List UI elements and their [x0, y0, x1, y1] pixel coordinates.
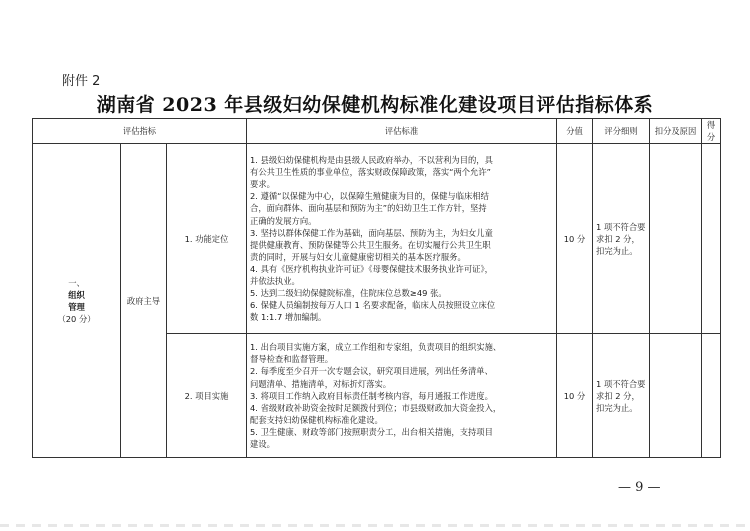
standard-line: 5. 达到二级妇幼保健院标准，住院床位总数≥49 张。: [250, 287, 447, 298]
standard-line: 问题清单、措施清单，对标折灯落实。: [250, 378, 392, 389]
standard-line: 1. 县级妇幼保健机构是由县级人民政府举办，不以营利为目的，具: [250, 155, 493, 166]
table-row: [33, 144, 721, 334]
standard-line: 5. 卫生健康、财政等部门按照职责分工，出台相关措施，支持项目: [250, 426, 493, 437]
scan-edge-artifact: [0, 524, 750, 527]
standard-line: 责的同时，开展与妇女儿童健康密切相关的基本医疗服务。: [250, 251, 466, 262]
standard-line: 建设。: [250, 438, 275, 449]
section-name-2: 管理: [68, 301, 85, 312]
standard-line: 4. 具有《医疗机构执业许可证》《母婴保健技术服务执业许可证》，: [250, 263, 493, 274]
header-deduction: 扣分及原因: [650, 119, 702, 144]
section-total: （20 分）: [57, 313, 96, 324]
deduction-cell: [650, 334, 702, 458]
header-points: 得分: [702, 119, 721, 144]
standard-line: 正确的发展方向。: [250, 215, 317, 226]
table-header-row: [33, 119, 721, 144]
header-indicator: 评估指标: [33, 119, 247, 144]
standard-line: 要求。: [250, 179, 275, 190]
item-name: 1. 功能定位: [167, 144, 247, 334]
standard-line: 2. 每季度至少召开一次专题会议，研究项目进展，列出任务清单、: [250, 366, 493, 377]
standard-line: 提供健康教育、预防保健等公共卫生服务。在切实履行公共卫生职: [250, 239, 491, 250]
item-name: 2. 项目实施: [167, 334, 247, 458]
standard-line: 配套支持妇幼保健机构标准化建设。: [250, 414, 383, 425]
standard-cell: [247, 144, 557, 334]
document-title: 湖南省 2023 年县级妇幼保健机构标准化建设项目评估指标体系: [96, 94, 654, 116]
standard-line: 数 1:1.7 增加编制。: [250, 311, 327, 322]
standard-line: 1. 出台项目实施方案，成立工作组和专家组，负责项目的组织实施、: [250, 342, 502, 353]
evaluation-table: [32, 118, 721, 458]
sub-indicator: 政府主导: [121, 144, 167, 458]
deduction-cell: [650, 144, 702, 334]
score-cell: 10 分: [557, 144, 593, 334]
header-score: 分值: [557, 119, 593, 144]
standard-line: 2. 遵循“以保健为中心，以保障生殖健康为目的，保健与临床相结: [250, 191, 489, 202]
page-number: — 9 —: [618, 480, 661, 495]
detail-cell: 1 项不符合要求扣 2 分，扣完为止。: [593, 144, 650, 334]
standard-line: 3. 将项目工作纳入政府目标责任制考核内容，每月通报工作进度。: [250, 390, 493, 401]
standard-cell: [247, 334, 557, 458]
attachment-label: 附件 2: [62, 74, 101, 89]
score-cell: 10 分: [557, 334, 593, 458]
header-detail: 评分细则: [593, 119, 650, 144]
standard-line: 4. 省级财政补助资金按时足额拨付到位；市县级财政加大资金投入，: [250, 402, 502, 413]
detail-cell: 1 项不符合要求扣 2 分，扣完为止。: [593, 334, 650, 458]
standard-line: 合，面向群体、面向基层和预防为主”的妇幼卫生工作方针，坚持: [250, 203, 487, 214]
standard-line: 6. 保健人员编制按每万人口 1 名要求配备，临床人员按照设立床位: [250, 299, 496, 310]
standard-line: 并依法执业。: [250, 275, 300, 286]
standard-line: 3. 坚持以群体保健工作为基础，面向基层、预防为主，为妇女儿童: [250, 227, 493, 238]
points-cell: [702, 144, 721, 334]
section-name-1: 组织: [68, 289, 85, 300]
standard-line: 有公共卫生性质的事业单位，落实财政保障政策，落实“两个允许”: [250, 167, 491, 178]
points-cell: [702, 334, 721, 458]
standard-line: 督导检查和监督管理。: [250, 354, 334, 365]
section-cell: [33, 144, 121, 458]
section-number: 一、: [68, 277, 85, 288]
header-standard: 评估标准: [247, 119, 557, 144]
